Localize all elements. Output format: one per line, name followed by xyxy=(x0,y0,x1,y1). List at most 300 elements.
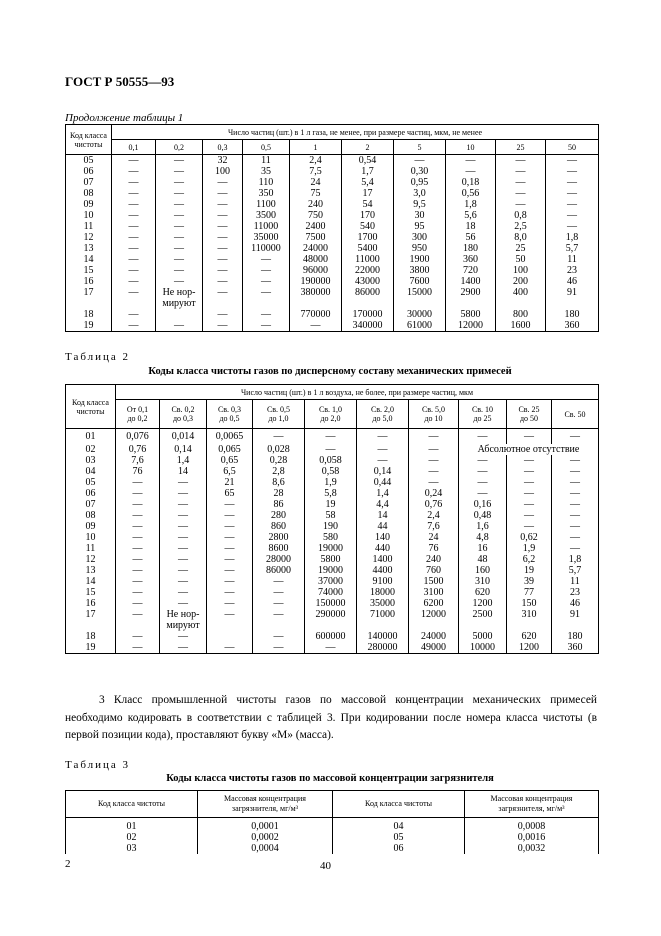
table-row xyxy=(66,843,599,854)
table2-cell: 0,76 xyxy=(116,444,160,455)
table2-column-header-line1: Св. 10 xyxy=(471,405,494,414)
table1-cell: 86000 xyxy=(342,287,394,298)
table2-cell: — xyxy=(116,543,160,554)
table2-row-code: 14 xyxy=(66,576,116,587)
table2-cell: — xyxy=(459,466,507,477)
table-row xyxy=(66,166,599,177)
table2-cell: 0,76 xyxy=(409,499,459,510)
table2-row-code: 04 xyxy=(66,466,116,477)
table1-cell: 46 xyxy=(546,276,599,287)
table1-cell: 1,7 xyxy=(342,166,394,177)
table2-cell: — xyxy=(305,444,357,455)
table1-cell: 1,8 xyxy=(546,232,599,243)
table-row xyxy=(66,243,599,254)
table1-cell: 25 xyxy=(496,243,546,254)
table3-header-code-2: Код класса чистоты xyxy=(333,791,465,818)
table2-cell: — xyxy=(116,609,160,620)
table1-cell: — xyxy=(290,320,342,332)
table2-cell: — xyxy=(552,521,599,532)
table1-cell: — xyxy=(112,265,156,276)
table2-cell: 74000 xyxy=(305,587,357,598)
table2-column-header-line1: От 0,1 xyxy=(126,405,149,414)
table2-cell: 0,058 xyxy=(305,455,357,466)
table1-cell: — xyxy=(112,243,156,254)
table1-column-header: 5 xyxy=(394,140,446,155)
table2-row-code: 10 xyxy=(66,532,116,543)
table2-cell: 1,9 xyxy=(305,477,357,488)
table-row xyxy=(66,609,599,620)
table2-cell: — xyxy=(552,510,599,521)
table1-column-header: 0,2 xyxy=(156,140,203,155)
table1-cell: — xyxy=(112,210,156,221)
table1-cell: 170 xyxy=(342,210,394,221)
table2-row-code: 13 xyxy=(66,565,116,576)
table2-cell: — xyxy=(552,499,599,510)
table2-cell: 0,028 xyxy=(253,444,305,455)
table2-column-header-line2: до 5,0 xyxy=(372,414,393,423)
table1-cell: 0,18 xyxy=(446,177,496,188)
table2-cell: 3100 xyxy=(409,587,459,598)
table1-cell: — xyxy=(156,177,203,188)
table2-cell xyxy=(305,620,357,631)
table2-cell: 49000 xyxy=(409,642,459,654)
table2-column-header-line1: Св. 1,0 xyxy=(318,405,343,414)
table1-cell: 540 xyxy=(342,221,394,232)
table2-cell xyxy=(409,620,459,631)
table-row xyxy=(66,576,599,587)
table2-cell: 86000 xyxy=(253,565,305,576)
table-row xyxy=(66,298,599,309)
table1-cell: — xyxy=(156,166,203,177)
table1-cell: — xyxy=(203,320,243,332)
table1-column-headers xyxy=(66,140,599,155)
table1-cell: — xyxy=(203,199,243,210)
table1-cell: 0,8 xyxy=(496,210,546,221)
table2-cell: 77 xyxy=(507,587,552,598)
table1-cell: 48000 xyxy=(290,254,342,265)
table2-cell: — xyxy=(160,587,207,598)
table1-row-code: 15 xyxy=(66,265,112,276)
table2-cell: — xyxy=(160,510,207,521)
table2-cell: 150 xyxy=(507,598,552,609)
table2-cell: 360 xyxy=(552,642,599,654)
table2-cell: 46 xyxy=(552,598,599,609)
table2-cell: 280000 xyxy=(357,642,409,654)
table1-cell xyxy=(243,298,290,309)
table1-row-code: 12 xyxy=(66,232,112,243)
table-row xyxy=(66,832,599,843)
table1-cell: — xyxy=(203,309,243,320)
table-row xyxy=(66,532,599,543)
table2-caption: Таблица 2 xyxy=(65,351,131,363)
table2-cell: — xyxy=(160,576,207,587)
table2-cell: 140 xyxy=(357,532,409,543)
table2-row-code: 15 xyxy=(66,587,116,598)
table1-cell: — xyxy=(156,210,203,221)
table1-cell: 200 xyxy=(496,276,546,287)
table1-cell: — xyxy=(546,166,599,177)
table2-cell: — xyxy=(459,455,507,466)
table2-cell: 39 xyxy=(507,576,552,587)
table2-row-code: 03 xyxy=(66,455,116,466)
table1-column-header: 0,1 xyxy=(112,140,156,155)
table-row xyxy=(66,455,599,466)
table1-cell: — xyxy=(546,188,599,199)
table2-cell: — xyxy=(116,499,160,510)
table1-cell: 360 xyxy=(446,254,496,265)
table2-column-header-line1: Св. 0,2 xyxy=(171,405,195,414)
table2-cell: 6,2 xyxy=(507,554,552,565)
table2-column-header xyxy=(160,400,207,429)
table2-cell: — xyxy=(507,510,552,521)
table1-cell: 5800 xyxy=(446,309,496,320)
table1-cell: 30000 xyxy=(394,309,446,320)
table1-cell: 23 xyxy=(546,265,599,276)
table2-cell: 0,58 xyxy=(305,466,357,477)
table-row xyxy=(66,620,599,631)
table2-cell: 0,62 xyxy=(507,532,552,543)
table3-cell: 0,0001 xyxy=(198,818,333,833)
table2-cell: — xyxy=(207,565,253,576)
table1-cell: 100 xyxy=(496,265,546,276)
table-row xyxy=(66,177,599,188)
table1-cell: 240 xyxy=(290,199,342,210)
table2-cell: — xyxy=(552,543,599,554)
table1-cell: 110000 xyxy=(243,243,290,254)
table1-cell xyxy=(203,298,243,309)
table1-cell: 24 xyxy=(290,177,342,188)
table3-cell: 04 xyxy=(333,818,465,833)
table2-cell: 760 xyxy=(409,565,459,576)
table1-cell: 2400 xyxy=(290,221,342,232)
table1-cell: — xyxy=(446,166,496,177)
table1-cell: 15000 xyxy=(394,287,446,298)
table2-cell: — xyxy=(459,488,507,499)
table2-cell: 1,8 xyxy=(552,554,599,565)
table1-cell: 2,5 xyxy=(496,221,546,232)
table2-cell: 1,4 xyxy=(160,455,207,466)
table1-row-code: 10 xyxy=(66,210,112,221)
table2-cell: 440 xyxy=(357,543,409,554)
table1-cell xyxy=(546,298,599,309)
table2-cell: 620 xyxy=(459,587,507,598)
table2-cell: 0,48 xyxy=(459,510,507,521)
table2-cell: 0,0065 xyxy=(207,429,253,444)
table2-column-header-line2: до 1,0 xyxy=(268,414,289,423)
table2-column-header xyxy=(552,400,599,429)
table-row xyxy=(66,488,599,499)
table1-cell: 0,30 xyxy=(394,166,446,177)
table2-column-header-line1: Св. 50 xyxy=(564,409,586,419)
table1-column-header: 1 xyxy=(290,140,342,155)
table2-column-header xyxy=(357,400,409,429)
table-row xyxy=(66,521,599,532)
table2-cell: 28 xyxy=(253,488,305,499)
table1-cell xyxy=(156,309,203,320)
table1-cell: — xyxy=(546,210,599,221)
table2-cell: 5800 xyxy=(305,554,357,565)
table2-row-code: 01 xyxy=(66,429,116,444)
table1-cell: 340000 xyxy=(342,320,394,332)
table1-cell: 110 xyxy=(243,177,290,188)
table1-cell: 300 xyxy=(394,232,446,243)
table1-column-header: 0,5 xyxy=(243,140,290,155)
table2-cell xyxy=(207,620,253,631)
table2-cell: — xyxy=(160,598,207,609)
table-row xyxy=(66,510,599,521)
table2-body xyxy=(66,429,599,654)
table1-cell: — xyxy=(112,320,156,332)
table2-cell: 48 xyxy=(459,554,507,565)
table1-cell: — xyxy=(243,320,290,332)
table2-column-header-line2: до 25 xyxy=(473,414,492,423)
table2-cell: 1,4 xyxy=(357,488,409,499)
table1-cell: 1900 xyxy=(394,254,446,265)
table1-cell: 0,54 xyxy=(342,155,394,167)
table1-cell: 800 xyxy=(496,309,546,320)
table1-cell: — xyxy=(496,155,546,167)
table2-cell: — xyxy=(507,477,552,488)
table2-cell: — xyxy=(116,598,160,609)
table2-cell: 7,6 xyxy=(116,455,160,466)
table2-cell: 4,4 xyxy=(357,499,409,510)
table1-cell: Не нор- xyxy=(156,287,203,298)
table2-cell: — xyxy=(507,521,552,532)
table-row xyxy=(66,254,599,265)
table2-cell: 160 xyxy=(459,565,507,576)
table1-row-code: 06 xyxy=(66,166,112,177)
table1 xyxy=(65,124,599,332)
table2-cell: 2500 xyxy=(459,609,507,620)
table1-cell: 7500 xyxy=(290,232,342,243)
table2-cell: 2,8 xyxy=(253,466,305,477)
table1-cell: 50 xyxy=(496,254,546,265)
table2-row-code: 19 xyxy=(66,642,116,654)
table2-row-code: 12 xyxy=(66,554,116,565)
table1-cell: 8,0 xyxy=(496,232,546,243)
table2-cell: 240 xyxy=(409,554,459,565)
table1-cell: 18 xyxy=(446,221,496,232)
table1-cell: — xyxy=(112,254,156,265)
table1-cell: — xyxy=(243,276,290,287)
table2-cell: 600000 xyxy=(305,631,357,642)
table2-cell: — xyxy=(160,477,207,488)
table1-code-header: Код класса чистоты xyxy=(66,125,112,155)
table2-column-header-line1: Св. 5,0 xyxy=(421,405,446,414)
table2-column-header-line2: до 2,0 xyxy=(320,414,341,423)
table2-cell: 21 xyxy=(207,477,253,488)
table2-cell: — xyxy=(552,429,599,444)
table2 xyxy=(65,384,599,654)
table2-column-header-line2: до 0,3 xyxy=(172,414,194,423)
table-row xyxy=(66,155,599,167)
table1-cell: 1,8 xyxy=(446,199,496,210)
table2-cell: — xyxy=(552,532,599,543)
table2-cell: 150000 xyxy=(305,598,357,609)
table3-cell: 03 xyxy=(66,843,198,854)
table2-cell: 11 xyxy=(552,576,599,587)
table2-cell: — xyxy=(207,642,253,654)
table-row xyxy=(66,265,599,276)
table2-cell: 19000 xyxy=(305,543,357,554)
table2-row-code: 06 xyxy=(66,488,116,499)
table2-cell: — xyxy=(507,455,552,466)
table2-row-code: 09 xyxy=(66,521,116,532)
table1-cell: 190000 xyxy=(290,276,342,287)
table2-cell: 8600 xyxy=(253,543,305,554)
table1-cell: 22000 xyxy=(342,265,394,276)
table2-cell: — xyxy=(116,642,160,654)
table1-cell: 9,5 xyxy=(394,199,446,210)
table1-cell: 360 xyxy=(546,320,599,332)
table2-cell: 76 xyxy=(116,466,160,477)
table1-cell: — xyxy=(203,276,243,287)
table1-cell: — xyxy=(496,188,546,199)
table2-column-header-line2: до 0,5 xyxy=(219,414,240,423)
table2-cell: 10000 xyxy=(459,642,507,654)
table-row xyxy=(66,232,599,243)
table2-cell: — xyxy=(507,466,552,477)
table1-cell: — xyxy=(112,155,156,167)
table1-cell: — xyxy=(112,166,156,177)
table1-row-code: 16 xyxy=(66,276,112,287)
table1-row-code: 11 xyxy=(66,221,112,232)
table2-column-headers xyxy=(66,400,599,429)
table1-cell: 5,4 xyxy=(342,177,394,188)
table1-cell: 96000 xyxy=(290,265,342,276)
table2-cell: мируют xyxy=(160,620,207,631)
table1-cell: 5400 xyxy=(342,243,394,254)
table2-cell: 860 xyxy=(253,521,305,532)
table-row xyxy=(66,429,599,444)
table-row xyxy=(66,477,599,488)
table2-absence-note: Абсолютное отсутствие xyxy=(459,444,599,455)
table3-caption: Таблица 3 xyxy=(65,759,131,771)
table3-header-conc-1: Массовая концентрация загрязнителя, мг/м³ xyxy=(198,791,333,818)
table3-cell: 0,0004 xyxy=(198,843,333,854)
table2-cell xyxy=(253,620,305,631)
table2-row-code: 18 xyxy=(66,631,116,642)
table2-cell: 0,24 xyxy=(409,488,459,499)
table3-cell: 0,0008 xyxy=(465,818,599,833)
table2-cell xyxy=(207,631,253,642)
table1-cell: 35 xyxy=(243,166,290,177)
table2-cell: — xyxy=(552,477,599,488)
table1-cell: 17 xyxy=(342,188,394,199)
table2-cell: 5,8 xyxy=(305,488,357,499)
table2-cell: 23 xyxy=(552,587,599,598)
table2-cell: — xyxy=(552,488,599,499)
document-header: ГОСТ Р 50555—93 xyxy=(65,74,175,89)
table2-cell: — xyxy=(116,521,160,532)
table1-cell: — xyxy=(112,199,156,210)
table1-cell: 11 xyxy=(546,254,599,265)
table2-cell: — xyxy=(207,554,253,565)
table2-cell xyxy=(116,620,160,631)
table1-cell: 400 xyxy=(496,287,546,298)
table2-column-header-line1: Св. 2,0 xyxy=(370,405,395,414)
table1-cell: — xyxy=(112,276,156,287)
table2-cell: — xyxy=(207,499,253,510)
table2-cell: 18000 xyxy=(357,587,409,598)
table2-cell: 4400 xyxy=(357,565,409,576)
table2-cell: 0,65 xyxy=(207,455,253,466)
table2-cell: 620 xyxy=(507,631,552,642)
table2-cell: — xyxy=(160,499,207,510)
table2-cell: — xyxy=(253,609,305,620)
table2-cell: 76 xyxy=(409,543,459,554)
table2-cell xyxy=(552,620,599,631)
table1-column-header: 25 xyxy=(496,140,546,155)
table2-cell: 9100 xyxy=(357,576,409,587)
table2-cell: — xyxy=(160,642,207,654)
table2-cell: Не нор- xyxy=(160,609,207,620)
table1-row-code: 13 xyxy=(66,243,112,254)
table2-cell: — xyxy=(116,532,160,543)
table2-cell: — xyxy=(207,576,253,587)
table2-cell: 14 xyxy=(160,466,207,477)
table1-cell: 35000 xyxy=(243,232,290,243)
table-row xyxy=(66,309,599,320)
table1-cell: 11 xyxy=(243,155,290,167)
table1-cell xyxy=(446,298,496,309)
table1-cell: — xyxy=(156,155,203,167)
table2-cell: — xyxy=(207,543,253,554)
table2-cell: 1200 xyxy=(459,598,507,609)
table2-code-header: Код класса чистоты xyxy=(66,385,116,429)
table-row xyxy=(66,444,599,455)
table3-cell: 02 xyxy=(66,832,198,843)
table1-column-header: 10 xyxy=(446,140,496,155)
table1-cell: 30 xyxy=(394,210,446,221)
table1-cell: — xyxy=(243,287,290,298)
table2-column-header xyxy=(253,400,305,429)
table2-cell: 1400 xyxy=(357,554,409,565)
table2-cell: — xyxy=(253,576,305,587)
table1-row-code: 17 xyxy=(66,287,112,298)
table2-cell: — xyxy=(459,429,507,444)
table1-cell: — xyxy=(156,188,203,199)
table1-cell: — xyxy=(496,199,546,210)
table-row xyxy=(66,199,599,210)
table1-cell: — xyxy=(156,221,203,232)
table3-cell: 05 xyxy=(333,832,465,843)
table2-cell: 0,14 xyxy=(160,444,207,455)
table3-cell: 0,0032 xyxy=(465,843,599,854)
table3 xyxy=(65,790,599,854)
table2-cell: 65 xyxy=(207,488,253,499)
table2-cell: 190 xyxy=(305,521,357,532)
table2-cell: — xyxy=(160,565,207,576)
table2-row-code: 17 xyxy=(66,609,116,620)
table2-cell: 310 xyxy=(507,609,552,620)
table2-cell: 5000 xyxy=(459,631,507,642)
table2-cell: — xyxy=(507,499,552,510)
table2-cell: — xyxy=(207,510,253,521)
table-row xyxy=(66,499,599,510)
table2-column-header-line2: до 10 xyxy=(424,414,443,423)
table1-cell: 61000 xyxy=(394,320,446,332)
table-row xyxy=(66,543,599,554)
table1-cell: — xyxy=(112,177,156,188)
table1-cell: — xyxy=(112,221,156,232)
table1-cell: 24000 xyxy=(290,243,342,254)
table2-cell: — xyxy=(207,587,253,598)
table1-cell xyxy=(290,298,342,309)
table2-column-header-line1: Св. 25 xyxy=(518,405,540,414)
table1-cell: — xyxy=(446,155,496,167)
table1-cell: 5,7 xyxy=(546,243,599,254)
